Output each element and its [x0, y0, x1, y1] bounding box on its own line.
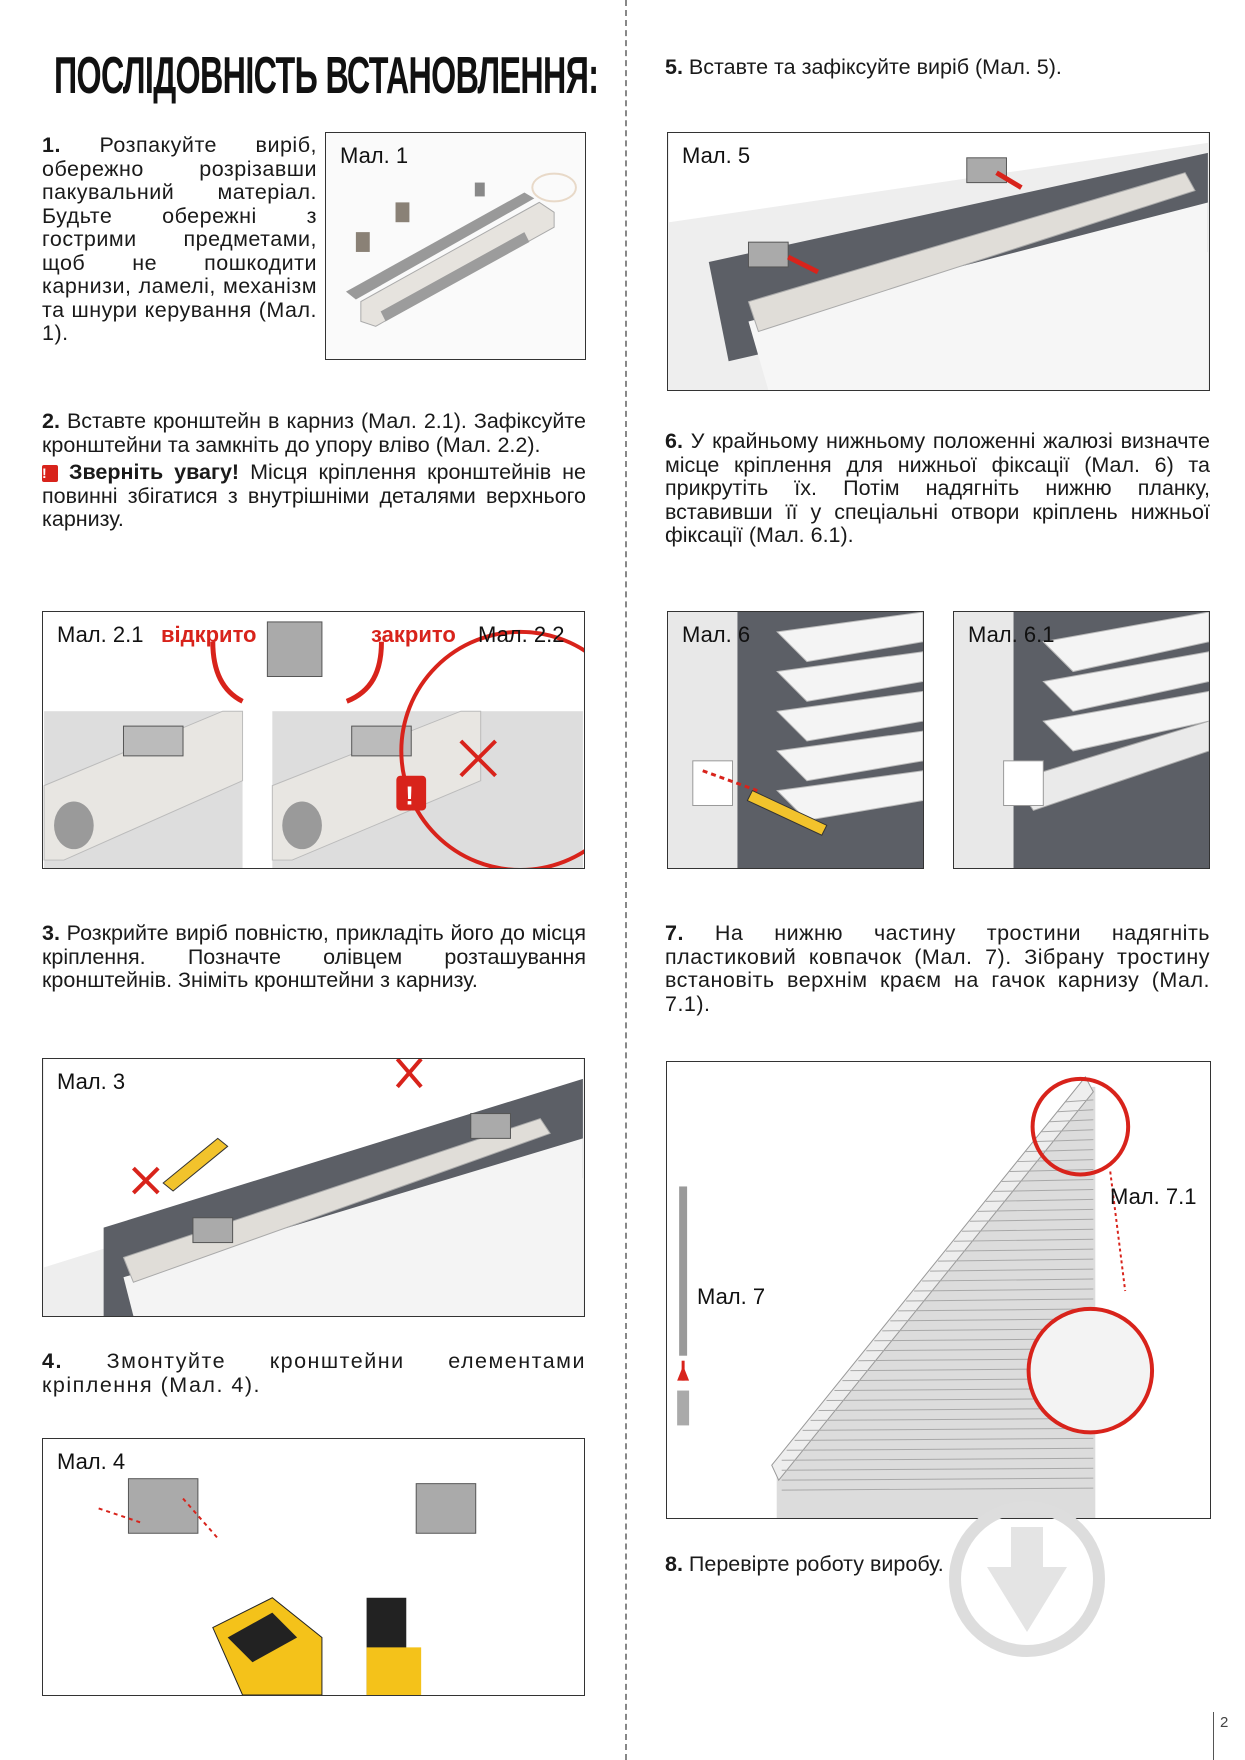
figure-label: Мал. 6	[682, 622, 751, 647]
watermark-logo-icon	[945, 1497, 1110, 1662]
closed-label: закрито	[371, 622, 456, 647]
figure-label: Мал. 5	[682, 143, 751, 168]
figure-label: Мал. 6.1	[968, 622, 1055, 647]
step-8: 8. Перевірте роботу виробу.	[665, 1552, 944, 1576]
figure-label: Мал. 7.1	[1110, 1184, 1197, 1209]
drill-mounting-illustration	[43, 1439, 584, 1695]
figure-4	[42, 1438, 585, 1696]
figure-6	[667, 611, 924, 869]
figure-1	[325, 132, 586, 360]
column-divider	[625, 0, 627, 1760]
step-3: 3. Розкрийте виріб повністю, прикладіть його до місця кріплення. Позначте олівцем розташування кронштейнів. Зніміть кронштейни з карнизу.	[42, 921, 586, 992]
exclamation-icon: !	[42, 465, 58, 482]
figure-3	[42, 1058, 585, 1317]
figure-label: Мал. 3	[57, 1069, 126, 1094]
figure-label: Мал. 2.1	[57, 622, 144, 647]
figure-5	[667, 132, 1210, 391]
step-4: 4. Змонтуйте кронштейни елементами кріплення (Мал. 4).	[42, 1349, 586, 1397]
page-title: ПОСЛІДОВНІСТЬ ВСТАНОВЛЕННЯ:	[54, 47, 599, 105]
bottom-rail-fixing-illustration	[954, 612, 1209, 868]
figure-label: Мал. 2.2	[478, 622, 565, 647]
bottom-fixing-marking-illustration	[668, 612, 923, 868]
open-label: відкрито	[161, 622, 257, 647]
step-7: 7. На нижню частину тростини надягніть пластиковий ковпачок (Мал. 7). Зібрану тростину встановіть верхнім краєм на гачок карнизу (Мал. 7.1).	[665, 921, 1210, 1016]
page-number: 2	[1220, 1714, 1229, 1731]
step-5: 5. Вставте та зафіксуйте виріб (Мал. 5).	[665, 55, 1062, 79]
figure-label: Мал. 7	[697, 1284, 766, 1309]
figure-2	[42, 611, 585, 869]
figure-6-1	[953, 611, 1210, 869]
step-1: 1. Розпакуйте виріб, обережно розрізавши пакувальний матеріал. Будьте обережні з гострими предметами, щоб не пошкодити карнизи, ламелі, механізм та шнури керування (Мал. 1).	[42, 133, 317, 345]
step-6: 6. У крайньому нижньому положенні жалюзі визначте місце кріплення для нижньої фіксації (Мал. 6) та прикрутіть їх. Потім надягніть нижню планку, вставивши її у спеціальні отвори кріплень нижньої фіксації (Мал. 6.1).	[665, 429, 1210, 547]
cornice-installation-illustration	[668, 133, 1209, 390]
svg-text:!: !	[405, 782, 414, 811]
page-number-rule	[1213, 1712, 1214, 1760]
figure-label: Мал. 4	[57, 1449, 126, 1474]
bracket-insertion-illustration	[43, 612, 584, 868]
figure-7	[666, 1061, 1211, 1519]
figure-label: Мал. 1	[340, 143, 409, 168]
step-2: 2. Вставте кронштейн в карниз (Мал. 2.1). Зафіксуйте кронштейни та замкніть до упору вліво (Мал. 2.2). ! Зверніть увагу! Місця кріплення кронштейнів не повинні збігатися з внутрішніми деталями верхнього карнизу.	[42, 409, 586, 531]
warning-note: ! Зверніть увагу! Місця кріплення кронштейнів не повинні збігатися з внутрішніми деталями верхнього карнизу.	[42, 460, 586, 531]
marking-position-illustration	[43, 1059, 584, 1316]
